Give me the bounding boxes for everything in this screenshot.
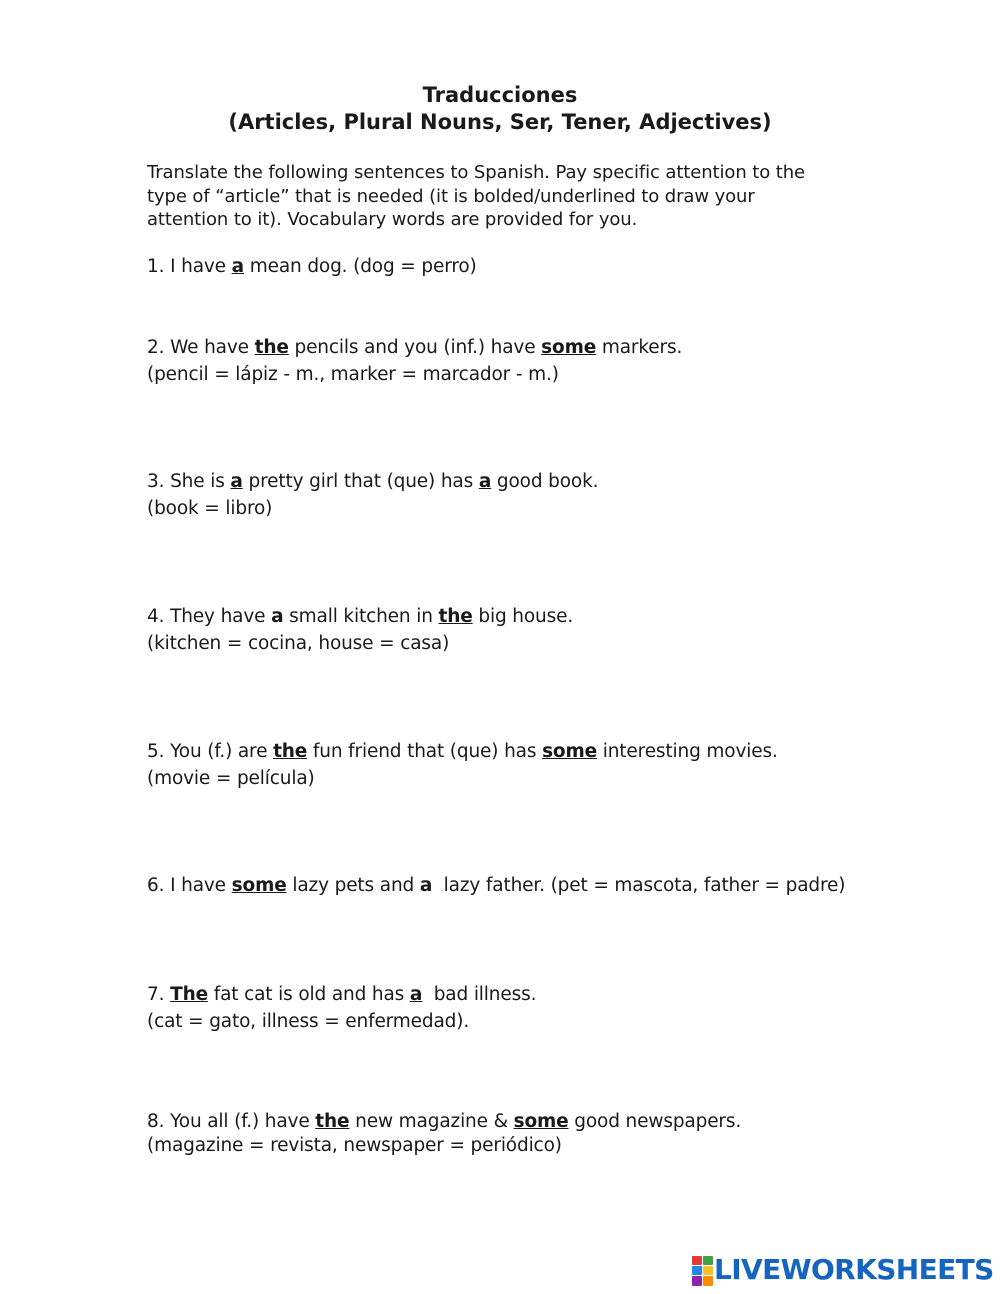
- sentence-text: lazy pets and: [286, 875, 420, 896]
- liveworksheets-blocks-icon: [692, 1256, 712, 1284]
- sentence-text: bad illness.: [422, 984, 537, 1005]
- sentence-text: big house.: [472, 606, 574, 627]
- page-subtitle: (Articles, Plural Nouns, Ser, Tener, Adjectives): [228, 110, 772, 134]
- sentence-text: 5. You (f.) are: [147, 741, 274, 762]
- article-highlight: some: [541, 337, 597, 358]
- page-title: Traducciones: [422, 83, 578, 107]
- article-highlight: a: [231, 256, 244, 277]
- item-8-vocab: (magazine = revista, newspaper = periódico): [147, 1135, 562, 1156]
- article-highlight: a: [478, 471, 492, 492]
- article-highlight: some: [513, 1111, 569, 1132]
- sentence-text: 3. She is: [147, 471, 231, 492]
- article-highlight: The: [170, 984, 208, 1005]
- logo-text: LIVEWORKSHEETS: [714, 1253, 994, 1286]
- article-highlight: the: [273, 741, 308, 762]
- item-5-sentence: [147, 740, 778, 764]
- instructions-line-1: Translate the following sentences to Spanish. Pay specific attention to the: [147, 162, 805, 183]
- item-4-vocab: (kitchen = cocina, house = casa): [147, 633, 450, 654]
- article-highlight: a: [271, 606, 284, 627]
- sentence-text: markers.: [596, 337, 683, 358]
- item-4-sentence: [147, 605, 573, 629]
- article-highlight: the: [315, 1111, 350, 1132]
- sentence-text: 6. I have: [147, 875, 232, 896]
- article-highlight: a: [409, 984, 423, 1005]
- item-6-sentence: [147, 874, 845, 898]
- sentence-text: good newspapers.: [568, 1111, 742, 1132]
- item-3-vocab: (book = libro): [147, 498, 273, 519]
- item-1-sentence: [147, 255, 477, 279]
- item-7-vocab: (cat = gato, illness = enfermedad).: [147, 1011, 470, 1032]
- article-highlight: the: [254, 337, 289, 358]
- article-highlight: a: [230, 471, 243, 492]
- sentence-text: 1. I have: [147, 256, 232, 277]
- item-2-sentence: [147, 336, 682, 360]
- article-highlight: a: [419, 875, 433, 896]
- item-5-vocab: (movie = película): [147, 768, 315, 789]
- sentence-text: fat cat is old and has: [207, 984, 410, 1005]
- instructions-line-3: attention to it). Vocabulary words are provided for you.: [147, 209, 638, 230]
- sentence-text: fun friend that (que) has: [307, 741, 543, 762]
- sentence-text: pretty girl that (que) has: [242, 471, 479, 492]
- item-7-sentence: [147, 983, 536, 1007]
- article-highlight: some: [231, 875, 287, 896]
- article-highlight: some: [542, 741, 598, 762]
- article-highlight: the: [438, 606, 473, 627]
- sentence-text: lazy father. (pet = mascota, father = padre): [432, 875, 846, 896]
- item-2-vocab: (pencil = lápiz - m., marker = marcador - m.): [147, 364, 559, 385]
- sentence-text: new magazine &: [349, 1111, 514, 1132]
- liveworksheets-logo: [692, 1254, 994, 1286]
- sentence-text: good book.: [491, 471, 599, 492]
- sentence-text: small kitchen in: [283, 606, 439, 627]
- sentence-text: 8. You all (f.) have: [147, 1111, 316, 1132]
- instructions-line-2: type of “article” that is needed (it is bolded/underlined to draw your: [147, 185, 755, 207]
- sentence-text: pencils and you (inf.) have: [288, 337, 542, 358]
- item-3-sentence: [147, 470, 598, 494]
- sentence-text: interesting movies.: [597, 741, 778, 762]
- item-8-sentence: [147, 1110, 741, 1134]
- sentence-text: 7.: [147, 984, 171, 1005]
- sentence-text: mean dog. (dog = perro): [244, 256, 477, 277]
- sentence-text: 4. They have: [147, 606, 272, 627]
- sentence-text: 2. We have: [147, 337, 255, 358]
- instructions: [147, 161, 867, 232]
